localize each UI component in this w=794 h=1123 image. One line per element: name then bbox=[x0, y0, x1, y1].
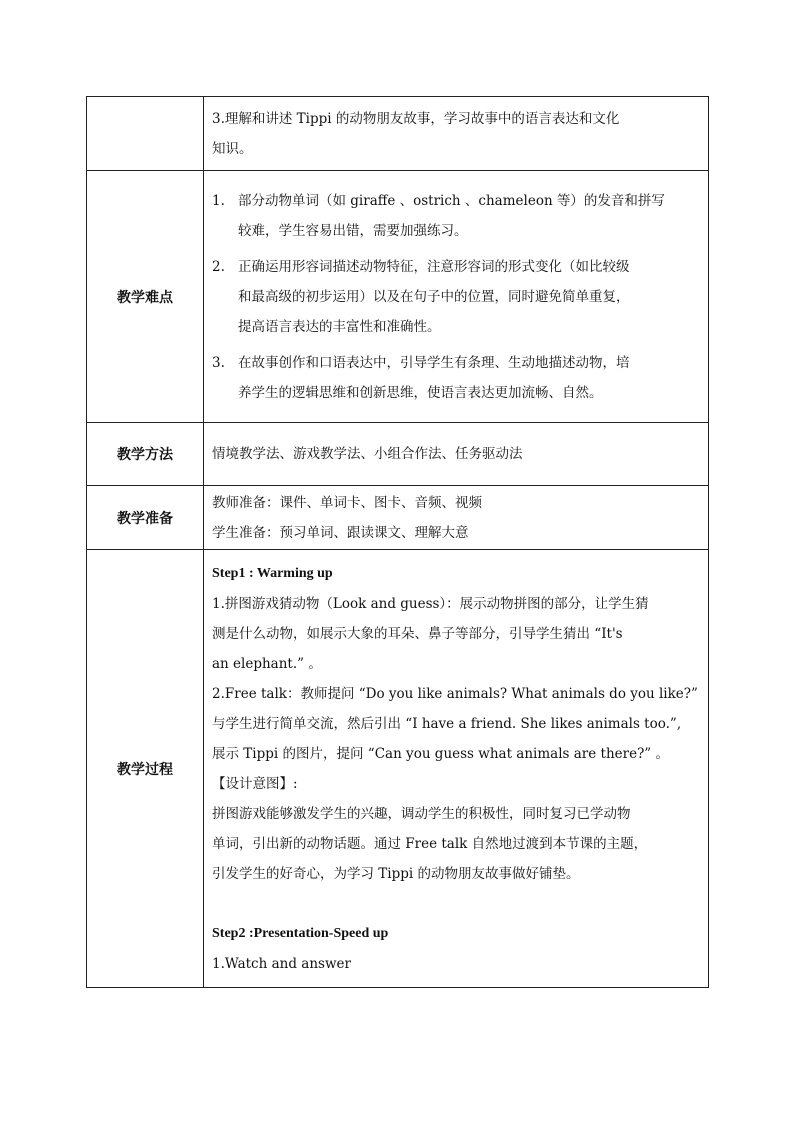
step1-activity1-line-2: 测是什么动物，如展示大象的耳朵、鼻子等部分，引导学生猜出 “It's bbox=[212, 625, 623, 642]
step1-activity2-line-3: 展示 Tippi 的图片，提问 “Can you guess what animals are there?” 。 bbox=[212, 745, 670, 762]
preparation-row bbox=[87, 486, 709, 550]
step2-title: Step2 :Presentation-Speed up bbox=[212, 925, 389, 941]
objective-content-cell bbox=[204, 97, 709, 171]
difficulty-item-1 bbox=[212, 186, 702, 246]
step1-activity2-line-1: 2.Free talk：教师提问 “Do you like animals? What animals do you like?” bbox=[212, 685, 698, 702]
difficulty-3-line-1: 在故事创作和口语表达中，引导学生有条理、生动地描述动物，培 bbox=[238, 354, 630, 371]
objective-label-cell bbox=[87, 97, 204, 171]
student-preparation: 学生准备：预习单词、跟读课文、理解大意 bbox=[212, 524, 469, 541]
objective-line-1: 3.理解和讲述 Tippi 的动物朋友故事，学习故事中的语言表达和文化 bbox=[212, 110, 620, 127]
difficulty-1-line-2: 较难，学生容易出错，需要加强练习。 bbox=[238, 222, 468, 239]
design-intent-line-3: 引发学生的好奇心，为学习 Tippi 的动物朋友故事做好铺垫。 bbox=[212, 865, 580, 882]
difficulties-row bbox=[87, 171, 709, 423]
design-intent-line-2: 单词，引出新的动物话题。通过 Free talk 自然地过渡到本节课的主题， bbox=[212, 835, 648, 852]
difficulty-2-line-2: 和最高级的初步运用）以及在句子中的位置，同时避免简单重复， bbox=[238, 288, 630, 305]
lesson-plan-table bbox=[86, 96, 709, 988]
step2-activity1: 1.Watch and answer bbox=[212, 955, 351, 972]
design-intent-line-1: 拼图游戏能够激发学生的兴趣，调动学生的积极性，同时复习已学动物 bbox=[212, 805, 631, 822]
process-label: 教学过程 bbox=[87, 550, 204, 988]
step1-title: Step1 : Warming up bbox=[212, 565, 333, 581]
design-intent-title: 【设计意图】: bbox=[212, 775, 298, 792]
preparation-content-cell bbox=[204, 486, 709, 550]
difficulties-content-cell bbox=[204, 171, 709, 423]
step1-activity1-line-1: 1.拼图游戏猜动物（Look and guess）：展示动物拼图的部分，让学生猜 bbox=[212, 595, 649, 612]
objective-row bbox=[87, 97, 709, 171]
methods-row bbox=[87, 423, 709, 486]
difficulty-1-line-1: 部分动物单词（如 giraffe 、ostrich 、chameleon 等）的发音和拼写 bbox=[238, 192, 665, 209]
preparation-label: 教学准备 bbox=[87, 486, 204, 550]
step1-activity1-line-3: an elephant.” 。 bbox=[212, 655, 322, 672]
step1-activity2-line-2: 与学生进行简单交流，然后引出 “I have a friend. She likes animals too.”, bbox=[212, 715, 682, 732]
difficulties-label: 教学难点 bbox=[87, 171, 204, 423]
methods-label: 教学方法 bbox=[87, 423, 204, 486]
difficulty-2-line-3: 提高语言表达的丰富性和准确性。 bbox=[238, 318, 441, 335]
difficulty-number-3: 3. bbox=[212, 354, 225, 371]
difficulty-item-3 bbox=[212, 348, 702, 408]
process-content-cell bbox=[204, 550, 709, 988]
process-row bbox=[87, 550, 709, 988]
methods-text: 情境教学法、游戏教学法、小组合作法、任务驱动法 bbox=[212, 446, 523, 462]
difficulty-number-1: 1. bbox=[212, 192, 225, 209]
objective-line-2: 知识。 bbox=[212, 140, 253, 157]
methods-content-cell bbox=[204, 423, 709, 486]
difficulty-number-2: 2. bbox=[212, 258, 225, 275]
teacher-preparation: 教师准备：课件、单词卡、图卡、音频、视频 bbox=[212, 494, 482, 511]
difficulty-item-2 bbox=[212, 252, 702, 342]
difficulty-2-line-1: 正确运用形容词描述动物特征，注意形容词的形式变化（如比较级 bbox=[238, 258, 630, 275]
difficulty-3-line-2: 养学生的逻辑思维和创新思维，使语言表达更加流畅、自然。 bbox=[238, 384, 603, 401]
